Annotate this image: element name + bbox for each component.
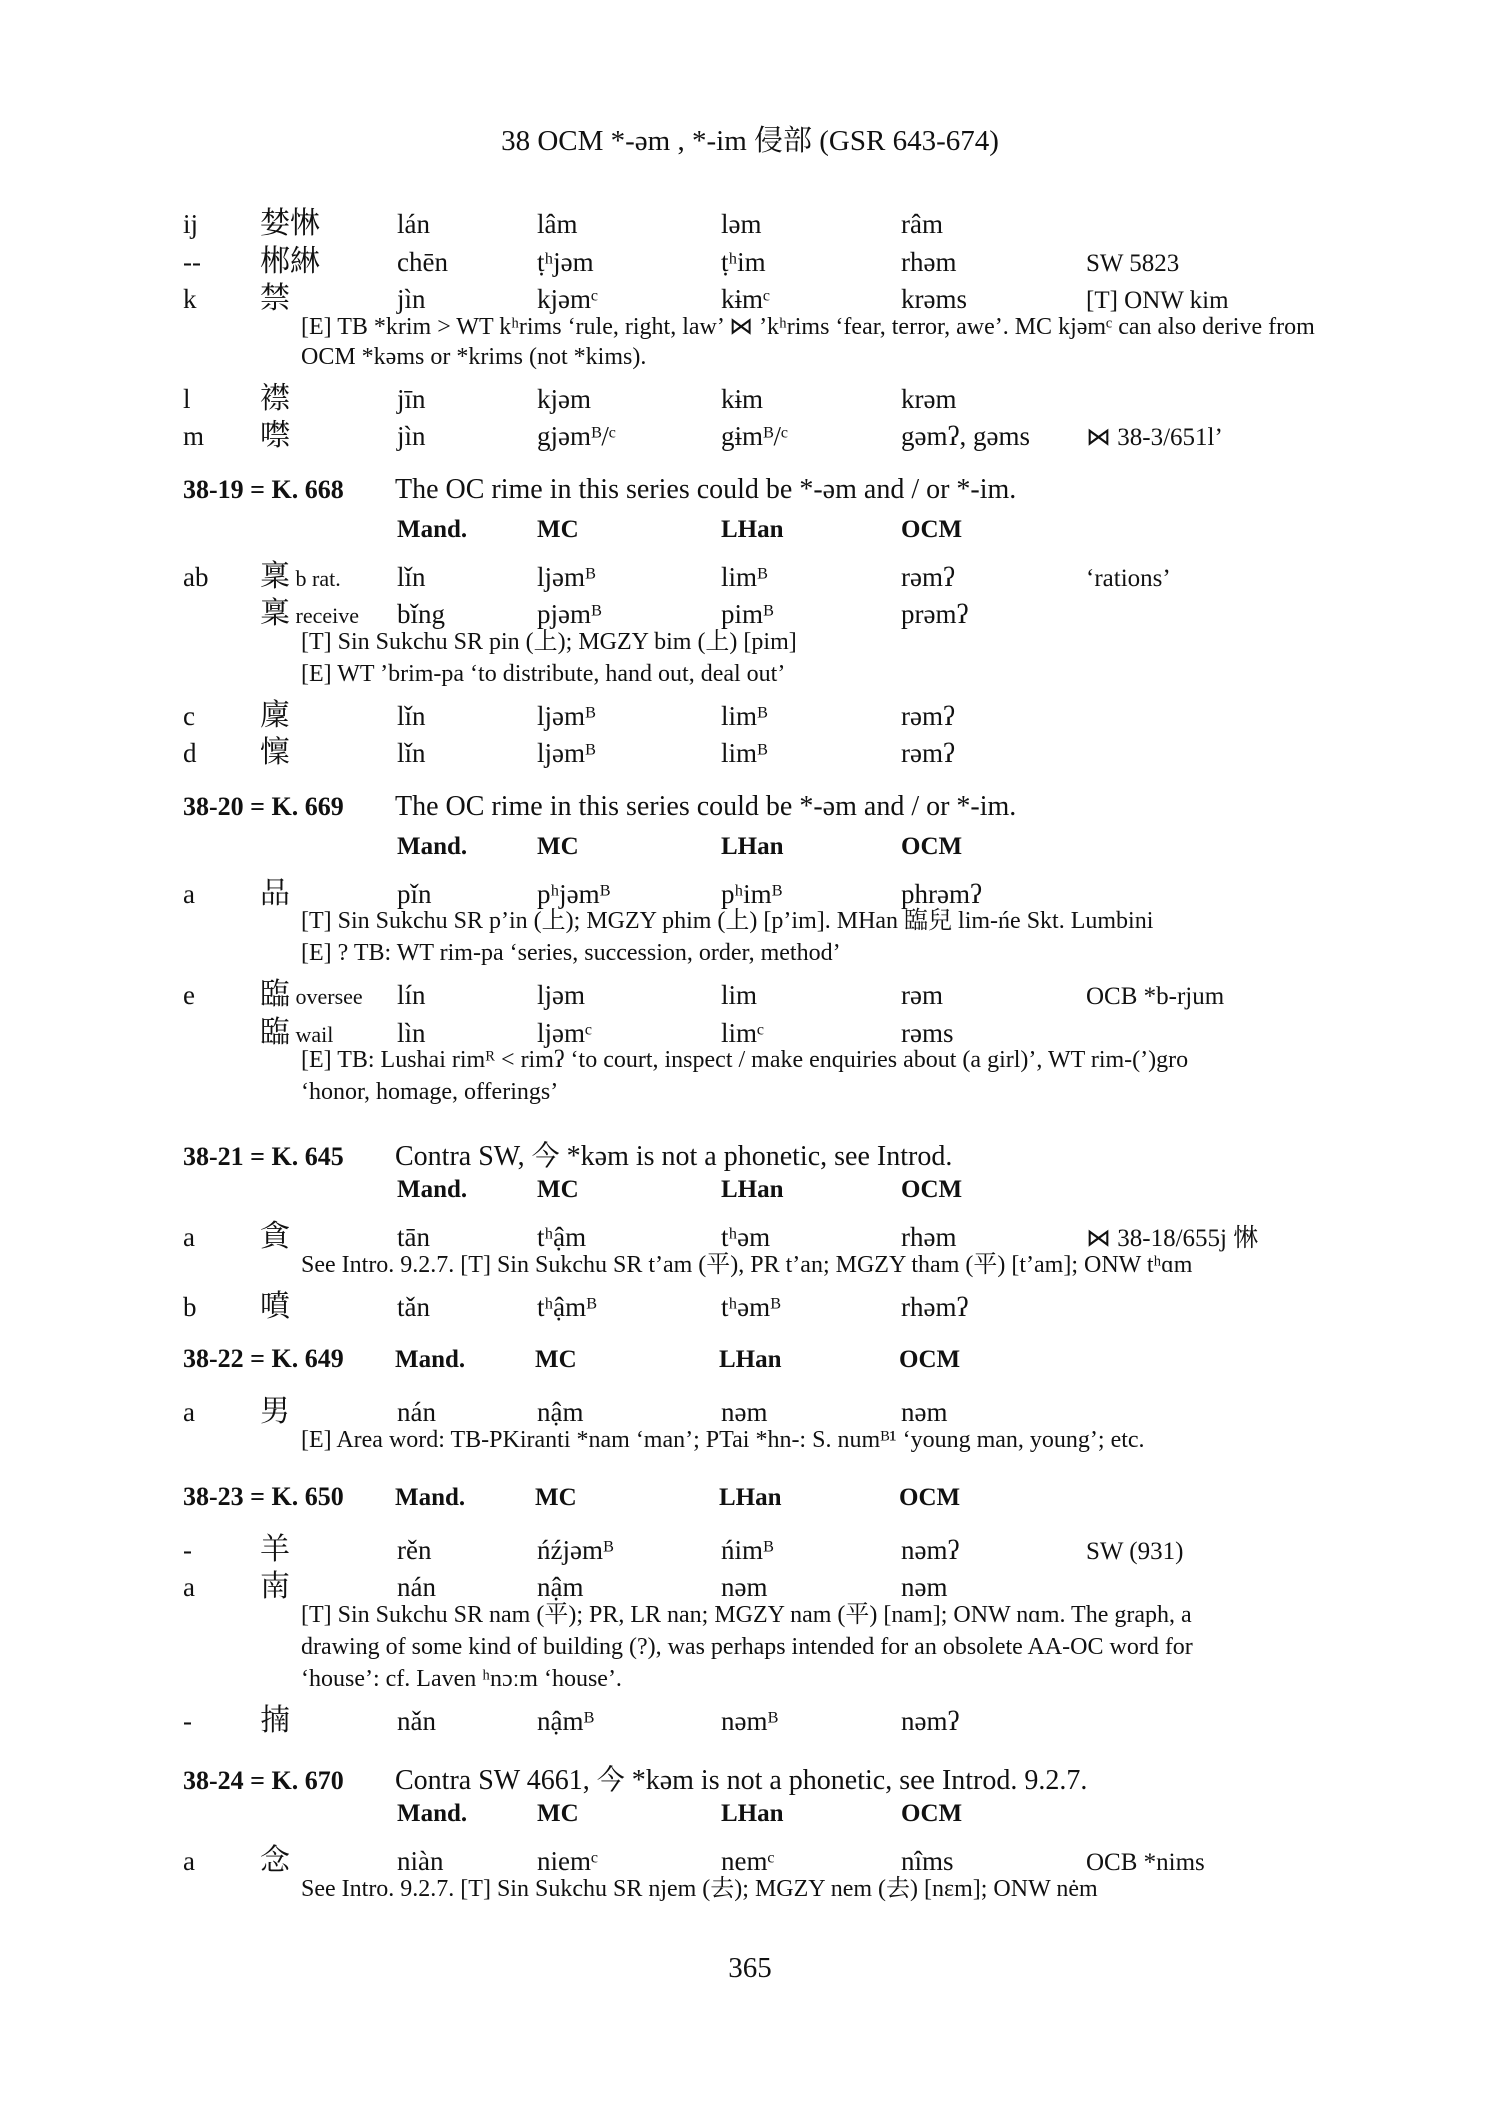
- later-han: tʰəmᴮ: [721, 1291, 781, 1322]
- entry-id: ij: [183, 209, 199, 239]
- entry-id: d: [183, 738, 197, 768]
- section-id: 38-20 = K. 669: [183, 791, 344, 821]
- col-lhan: LHan: [719, 1483, 782, 1511]
- entry-note: SW 5823: [1086, 249, 1180, 277]
- entry-row: [183, 868, 1333, 911]
- middle-chinese: kjəm: [537, 383, 591, 414]
- gloss: oversee: [290, 984, 363, 1009]
- section-title: The OC rime in this series could be *-əm and / or *-im.: [395, 473, 1017, 505]
- col-ocm: OCM: [899, 1483, 961, 1511]
- entry-note: SW (931): [1086, 1537, 1184, 1565]
- col-lhan: LHan: [719, 1346, 782, 1373]
- later-han: nəm: [721, 1572, 768, 1602]
- entry-note: OCB *b-rjum: [1086, 983, 1225, 1010]
- entry-row: [183, 1386, 1333, 1429]
- section-heading: [183, 1758, 1333, 1800]
- entry-note: [T] ONW kim: [1086, 287, 1229, 314]
- etymology-note: [E] TB *krim > WT kʰrims ‘rule, right, law’ ⋈ ’kʰrims ‘fear, terror, awe’. MC kjəmᶜ can also derive from OCM *kəms or *krims (not *kims).: [301, 313, 1315, 370]
- entry-row: [183, 410, 1333, 453]
- col-lhan: LHan: [721, 1800, 784, 1827]
- graph: 婪惏: [260, 206, 320, 241]
- section-id: 38-24 = K. 670: [183, 1766, 344, 1795]
- col-mc: MC: [535, 1483, 577, 1511]
- section-id: 38-22 = K. 649: [183, 1344, 344, 1373]
- entry-id: a: [183, 878, 195, 909]
- old-chinese-minimal: râm: [901, 209, 943, 239]
- later-han: nemᶜ: [721, 1846, 775, 1876]
- entry-row: [183, 551, 1333, 594]
- old-chinese-minimal: nîms: [901, 1846, 954, 1876]
- mandarin: pǐn: [397, 878, 432, 909]
- later-han: limᴮ: [721, 700, 768, 731]
- middle-chinese: ljəmᴮ: [537, 700, 596, 731]
- section-id: 38-23 = K. 650: [183, 1481, 344, 1511]
- entry-row: [183, 690, 1333, 733]
- col-mandarin: Mand.: [397, 1800, 468, 1827]
- entry-row: [183, 1695, 1333, 1738]
- middle-chinese: pjəmᴮ: [537, 599, 602, 629]
- dictionary-content: [183, 198, 1333, 1905]
- mandarin: nán: [397, 1572, 436, 1602]
- middle-chinese: lâm: [537, 209, 578, 239]
- old-chinese-minimal: prəmʔ: [901, 599, 969, 629]
- old-chinese-minimal: rhəm: [901, 246, 957, 277]
- later-han: gɨmᴮ/ᶜ: [721, 421, 788, 451]
- graph: 臨 oversee: [260, 977, 363, 1012]
- section-heading: [183, 1344, 1333, 1386]
- col-mc: MC: [537, 832, 579, 860]
- col-mc: MC: [537, 515, 579, 543]
- mandarin: niàn: [397, 1846, 444, 1876]
- entry-id: b: [183, 1291, 197, 1322]
- graph: 襟: [260, 380, 290, 416]
- old-chinese-minimal: nəmʔ: [901, 1534, 960, 1565]
- col-ocm: OCM: [901, 1176, 963, 1203]
- entry-row: [183, 1524, 1333, 1567]
- old-chinese-minimal: phrəmʔ: [901, 878, 982, 909]
- entry-note: ⋈ 38-18/655j 惏: [1086, 1225, 1259, 1252]
- graph: 男: [260, 1394, 290, 1429]
- section-title: Contra SW, 今 *kəm is not a phonetic, see Introd.: [395, 1141, 953, 1172]
- col-lhan: LHan: [721, 832, 784, 860]
- col-lhan: LHan: [721, 1176, 784, 1203]
- entry-id: a: [183, 1846, 195, 1876]
- transcription-note: See Intro. 9.2.7. [T] Sin Sukchu SR njem (去); MGZY nem (去) [nɛm]; ONW nėm: [301, 1875, 1098, 1902]
- entry-id: a: [183, 1222, 195, 1252]
- page-number: 365: [728, 1952, 772, 1984]
- later-han: pʰimᴮ: [721, 878, 783, 909]
- etymology-note: [E] Area word: TB-PKiranti *nam ‘man’; PTai *hn-: S. numᴮ¹ ‘young man, young’; etc.: [301, 1426, 1145, 1453]
- column-header-row: [183, 833, 1333, 868]
- entry-note: ⋈ 38-3/651l’: [1086, 424, 1223, 451]
- middle-chinese: nậm: [537, 1572, 584, 1602]
- running-header: 38 OCM *-əm , *-im 侵部 (GSR 643-674): [501, 125, 999, 157]
- col-mandarin: Mand.: [395, 1346, 466, 1373]
- mandarin: bǐng: [397, 599, 446, 629]
- section-id: 38-19 = K. 668: [183, 474, 344, 504]
- old-chinese-minimal: nəm: [901, 1397, 948, 1427]
- col-ocm: OCM: [899, 1346, 961, 1373]
- mandarin: lǐn: [397, 561, 426, 592]
- entry-id: -: [183, 1705, 192, 1736]
- middle-chinese: ljəmᴮ: [537, 738, 596, 768]
- middle-chinese: ńźjəmᴮ: [537, 1534, 614, 1565]
- section-heading: [183, 791, 1333, 833]
- later-han: tʰəm: [721, 1222, 771, 1252]
- entry-row: [183, 1281, 1333, 1324]
- gloss: b rat.: [290, 565, 341, 591]
- entry-row: [183, 1211, 1333, 1254]
- graph: 臨 wail: [260, 1014, 334, 1050]
- later-han: lim: [721, 980, 758, 1010]
- col-ocm: OCM: [901, 1800, 963, 1827]
- old-chinese-minimal: gəmʔ, gəms: [901, 421, 1030, 451]
- middle-chinese: gjəmᴮ/ᶜ: [537, 421, 616, 451]
- later-han: ṭʰim: [721, 246, 766, 277]
- mandarin: rěn: [397, 1534, 432, 1565]
- graph: 貪: [260, 1219, 290, 1254]
- graph: 揇: [260, 1702, 290, 1738]
- entry-row: [183, 273, 1333, 316]
- entry-id: ab: [183, 561, 209, 592]
- graph: 羊: [260, 1531, 290, 1567]
- later-han: nəmᴮ: [721, 1705, 778, 1736]
- col-ocm: OCM: [901, 832, 963, 860]
- later-han: limᴮ: [721, 561, 768, 592]
- old-chinese-minimal: rəmʔ: [901, 700, 955, 731]
- old-chinese-minimal: krəms: [901, 284, 967, 314]
- etymology-note: [E] TB: Lushai rimᴿ < rimʔ ‘to court, inspect / make enquiries about (a girl)’, WT rim-(’)gro: [301, 1047, 1189, 1073]
- mandarin: lǐn: [397, 700, 426, 731]
- section-heading: [183, 1134, 1333, 1176]
- mandarin: jìn: [397, 421, 426, 451]
- graph: 品: [260, 875, 290, 911]
- later-han: limᶜ: [721, 1017, 764, 1048]
- col-lhan: LHan: [721, 515, 784, 543]
- entry-note: ‘rations’: [1086, 564, 1171, 592]
- gloss: receive: [290, 603, 359, 628]
- old-chinese-minimal: rəmʔ: [901, 561, 955, 592]
- entry-row: [183, 588, 1333, 631]
- later-han: pimᴮ: [721, 599, 774, 629]
- graph: 稟 receive: [260, 596, 359, 631]
- graph: 郴綝: [260, 243, 320, 279]
- middle-chinese: ljəmᴮ: [537, 561, 596, 592]
- transcription-note: [T] Sin Sukchu SR nam (平); PR, LR nan; MGZY nam (平) [nam]; ONW nɑm. The graph, a: [301, 1601, 1192, 1628]
- graph: 廩: [260, 697, 290, 733]
- gloss: wail: [290, 1021, 334, 1047]
- entry-row: [183, 1007, 1333, 1050]
- graph: 稟 b rat.: [260, 558, 341, 594]
- middle-chinese: ljəm: [537, 980, 585, 1010]
- col-ocm: OCM: [901, 515, 963, 543]
- middle-chinese: tʰậmᴮ: [537, 1291, 597, 1322]
- etymology-note: [E] WT ’brim-pa ‘to distribute, hand out, deal out’: [301, 660, 786, 687]
- col-mandarin: Mand.: [397, 1176, 468, 1203]
- old-chinese-minimal: rəm: [901, 980, 943, 1010]
- old-chinese-minimal: nəmʔ: [901, 1705, 960, 1736]
- middle-chinese: ṭʰjəm: [537, 246, 594, 277]
- middle-chinese: ljəmᶜ: [537, 1017, 592, 1048]
- entry-id: a: [183, 1572, 195, 1602]
- middle-chinese: nậm: [537, 1397, 584, 1427]
- middle-chinese: kjəmᶜ: [537, 284, 598, 314]
- entry-id: a: [183, 1397, 195, 1427]
- transcription-note-cont: drawing of some kind of building (?), was perhaps intended for an obsolete AA-OC word for: [301, 1633, 1193, 1660]
- later-han: nəm: [721, 1397, 768, 1427]
- etymology-note: [E] ? TB: WT rim-pa ‘series, succession, order, method’: [301, 940, 841, 966]
- transcription-note: [T] Sin Sukchu SR pin (上); MGZY bim (上) [pim]: [301, 628, 797, 655]
- later-han: ləm: [721, 209, 762, 239]
- section-heading: [183, 474, 1333, 516]
- middle-chinese: pʰjəmᴮ: [537, 878, 611, 909]
- mandarin: jìn: [397, 284, 426, 314]
- transcription-note-cont: ‘house’: cf. Laven ʰnɔːm ‘house’.: [301, 1665, 622, 1692]
- entry-note: OCB *nims: [1086, 1849, 1205, 1876]
- entry-id: m: [183, 421, 205, 451]
- col-mandarin: Mand.: [397, 515, 468, 543]
- graph: 禁: [260, 281, 290, 316]
- old-chinese-minimal: rəms: [901, 1017, 954, 1048]
- mandarin: chēn: [397, 246, 448, 277]
- entry-id: k: [183, 284, 197, 314]
- graph: 噴: [260, 1288, 290, 1324]
- col-mandarin: Mand.: [395, 1483, 466, 1511]
- mandarin: lín: [397, 980, 426, 1010]
- graph: 懍: [260, 735, 290, 770]
- mandarin: nǎn: [397, 1705, 436, 1736]
- etymology-note-cont: ‘honor, homage, offerings’: [301, 1079, 559, 1105]
- section-title: Contra SW 4661, 今 *kəm is not a phonetic, see Introd. 9.2.7.: [395, 1765, 1088, 1796]
- old-chinese-minimal: rəmʔ: [901, 738, 955, 768]
- mandarin: nán: [397, 1397, 436, 1427]
- later-han: kɨm: [721, 383, 764, 414]
- old-chinese-minimal: krəm: [901, 383, 957, 414]
- entry-row: [183, 727, 1333, 770]
- graph: 南: [260, 1569, 290, 1604]
- column-header-row: [183, 1800, 1333, 1835]
- later-han: limᴮ: [721, 738, 768, 768]
- entry-id: --: [183, 246, 201, 277]
- mandarin: tān: [397, 1222, 430, 1252]
- entry-row: [183, 198, 1333, 241]
- entry-id: e: [183, 980, 195, 1010]
- middle-chinese: tʰậm: [537, 1222, 587, 1252]
- entry-row: [183, 969, 1333, 1012]
- mandarin: lán: [397, 209, 430, 239]
- middle-chinese: nậmᴮ: [537, 1705, 594, 1736]
- old-chinese-minimal: nəm: [901, 1572, 948, 1602]
- later-han: kɨmᶜ: [721, 284, 770, 314]
- entry-row: [183, 1561, 1333, 1604]
- later-han: ńimᴮ: [721, 1534, 774, 1565]
- column-header-row: [183, 1176, 1333, 1211]
- graph: 噤: [260, 418, 290, 453]
- transcription-note: [T] Sin Sukchu SR p’in (上); MGZY phim (上) [p’im]. MHan 臨兒 lim-ńe Skt. Lumbini: [301, 908, 1154, 934]
- col-mc: MC: [537, 1176, 579, 1203]
- col-mc: MC: [535, 1346, 577, 1373]
- old-chinese-minimal: rhəmʔ: [901, 1291, 969, 1322]
- section-id: 38-21 = K. 645: [183, 1142, 344, 1171]
- entry-id: c: [183, 700, 195, 731]
- col-mc: MC: [537, 1800, 579, 1827]
- col-mandarin: Mand.: [397, 832, 468, 860]
- middle-chinese: niemᶜ: [537, 1846, 598, 1876]
- entry-id: -: [183, 1534, 192, 1565]
- entry-row: [183, 236, 1333, 279]
- column-header-row: [183, 516, 1333, 551]
- old-chinese-minimal: rhəm: [901, 1222, 957, 1252]
- entry-row: [183, 1835, 1333, 1878]
- mandarin: lìn: [397, 1017, 426, 1048]
- transcription-note: See Intro. 9.2.7. [T] Sin Sukchu SR t’am (平), PR t’an; MGZY tham (平) [t’am]; ONW tʰɑm: [301, 1251, 1193, 1278]
- mandarin: lǐn: [397, 738, 426, 768]
- graph: 念: [260, 1843, 290, 1878]
- entry-row: [183, 373, 1333, 416]
- section-heading: [183, 1482, 1333, 1524]
- entry-id: l: [183, 383, 191, 414]
- section-title: The OC rime in this series could be *-əm and / or *-im.: [395, 790, 1017, 822]
- mandarin: jīn: [397, 383, 426, 414]
- mandarin: tǎn: [397, 1291, 430, 1322]
